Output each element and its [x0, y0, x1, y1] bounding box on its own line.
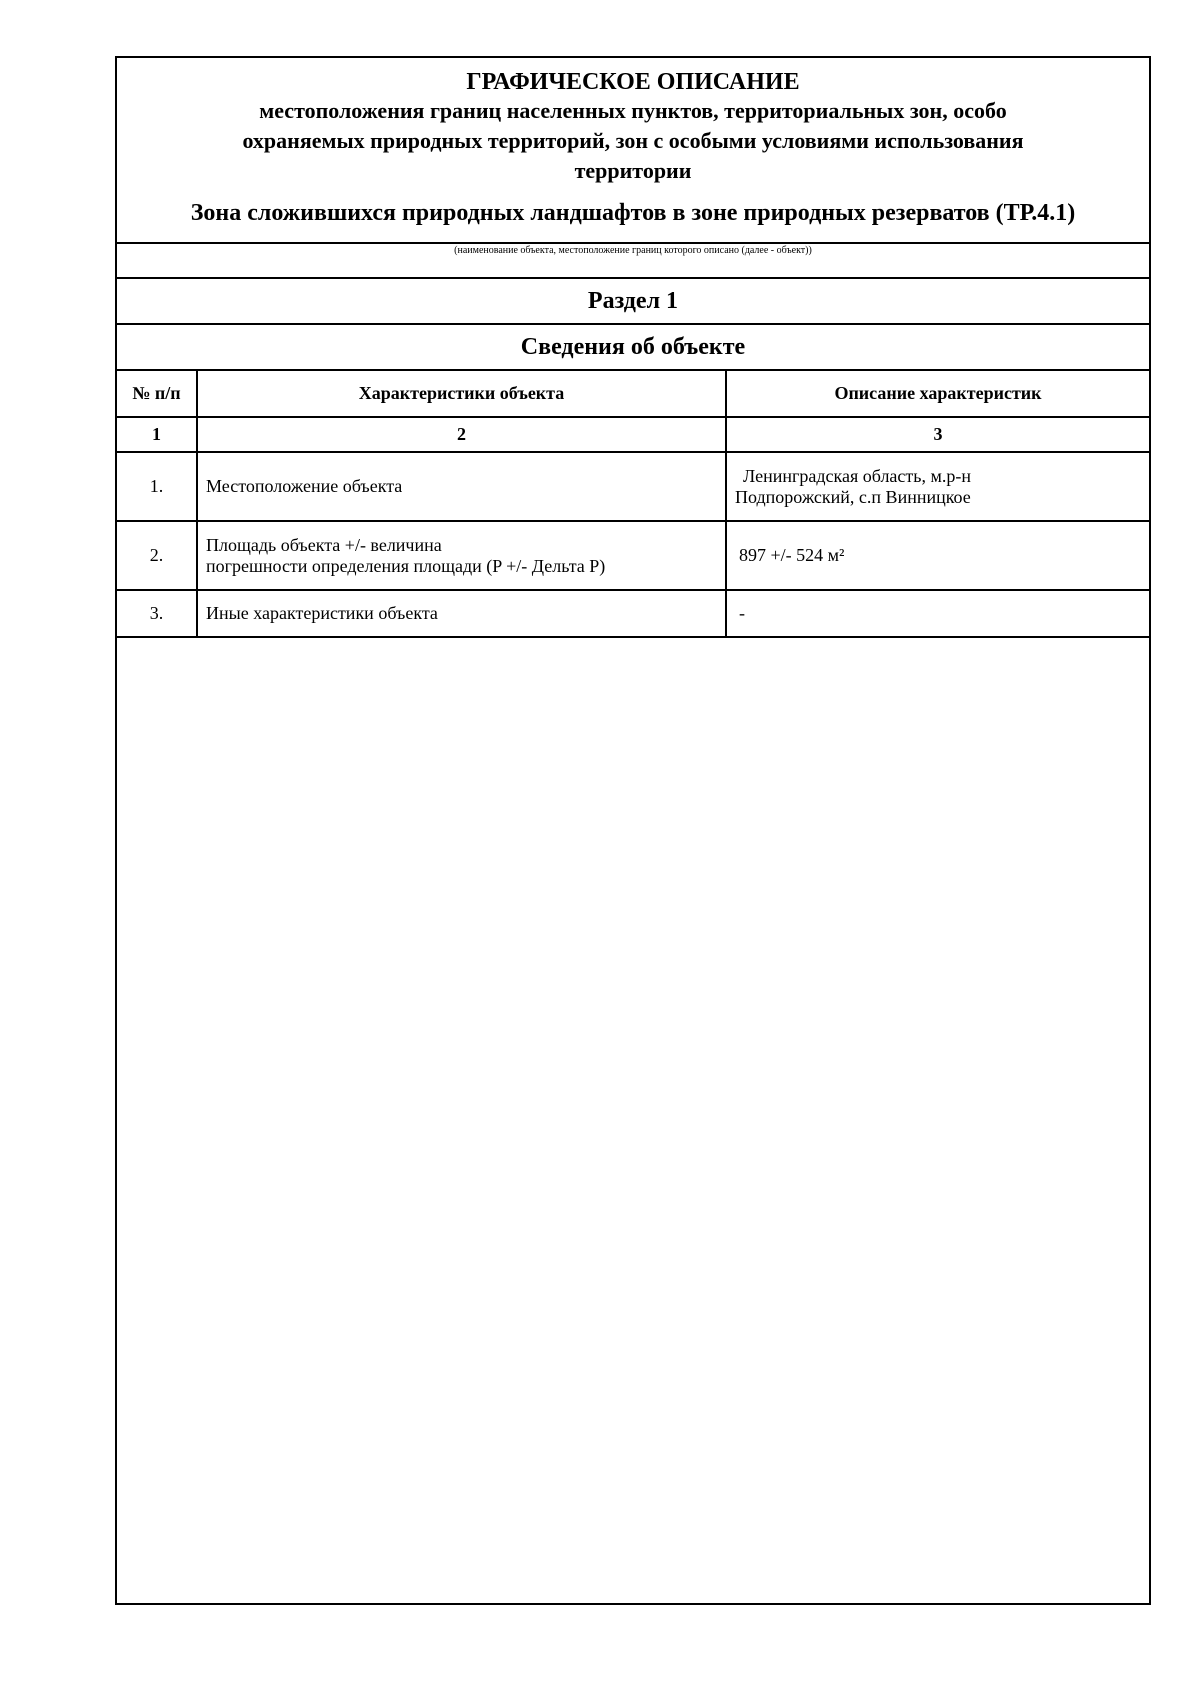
column-number: 3 [726, 417, 1149, 452]
row-characteristic [197, 590, 726, 637]
characteristic-line: погрешности определения площади (P +/- Дельта P) [206, 555, 606, 576]
description-line: Ленинградская область, м.р-н [743, 465, 971, 486]
object-caption-block [117, 244, 1149, 279]
characteristic-line: Иные характеристики объекта [206, 603, 438, 623]
column-header-characteristic: Характеристики объекта [197, 371, 726, 417]
row-characteristic [197, 521, 726, 590]
description-line: - [739, 603, 745, 623]
subtitle-line-2: охраняемых природных территорий, зон с особыми условиями использования [242, 128, 1024, 153]
row-description [726, 521, 1149, 590]
characteristic-line: Площадь объекта +/- величина [206, 534, 442, 555]
row-description [726, 452, 1149, 521]
row-description [726, 590, 1149, 637]
column-number: 2 [197, 417, 726, 452]
column-numbering-row [117, 417, 1149, 452]
table-row [117, 452, 1149, 521]
object-caption: (наименование объекта, местоположение границ которого описано (далее - объект)) [454, 245, 812, 256]
characteristic-line: Местоположение объекта [206, 476, 403, 496]
object-info-table [117, 371, 1149, 638]
object-name: Зона сложившихся природных ландшафтов в зоне природных резерватов (ТР.4.1) [190, 200, 1076, 226]
column-number: 1 [117, 417, 197, 452]
table-row [117, 521, 1149, 590]
subtitle-line-3: территории [574, 158, 692, 183]
row-index: 2. [117, 521, 197, 590]
document-subtitle [117, 96, 1149, 186]
table-header-row [117, 371, 1149, 417]
row-index: 3. [117, 590, 197, 637]
table-row [117, 590, 1149, 637]
row-characteristic [197, 452, 726, 521]
section-subtitle: Сведения об объекте [117, 325, 1149, 371]
document-title: ГРАФИЧЕСКОЕ ОПИСАНИЕ [466, 69, 800, 95]
section-title: Раздел 1 [117, 279, 1149, 325]
title-block [117, 58, 1149, 244]
row-index: 1. [117, 452, 197, 521]
description-line: Подпорожский, с.п Винницкое [735, 486, 971, 507]
description-line: 897 +/- 524 м² [739, 545, 845, 565]
document-frame [115, 56, 1151, 1605]
subtitle-line-1: местоположения границ населенных пунктов, территориальных зон, особо [259, 98, 1007, 123]
column-header-description: Описание характеристик [726, 371, 1149, 417]
column-header-index: № п/п [117, 371, 197, 417]
